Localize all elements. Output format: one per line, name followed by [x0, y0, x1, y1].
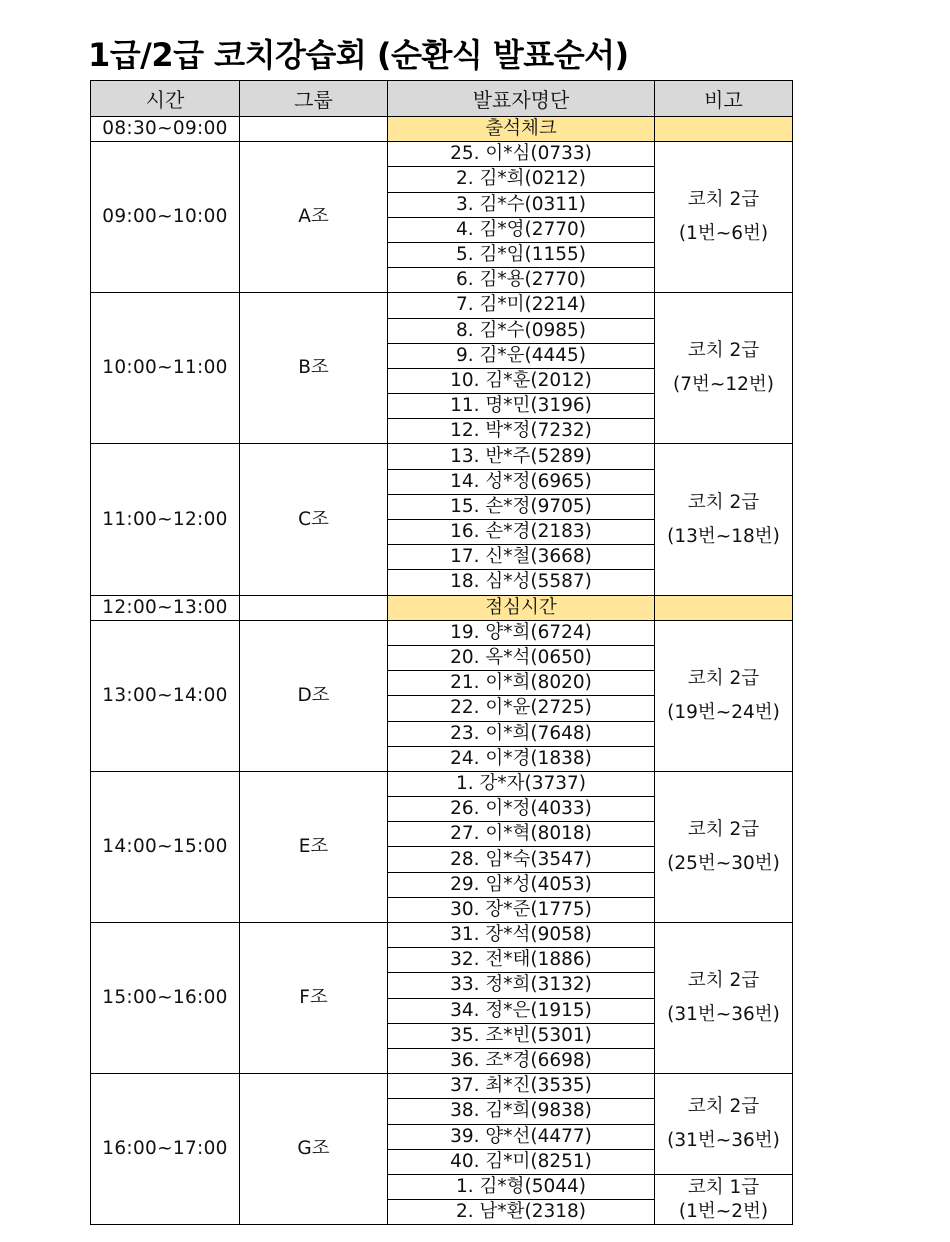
- presenter-name: 34. 정*은(1915): [388, 998, 655, 1023]
- presenter-name: 17. 신*철(3668): [388, 545, 655, 570]
- event-note-empty: [655, 595, 793, 620]
- header-presenters: 발표자명단: [388, 81, 655, 117]
- block-group: F조: [240, 923, 388, 1074]
- presenter-name: 29. 임*성(4053): [388, 872, 655, 897]
- presenter-name: 7. 김*미(2214): [388, 293, 655, 318]
- block-time: 13:00~14:00: [91, 620, 240, 771]
- presenter-name: 28. 임*숙(3547): [388, 847, 655, 872]
- table-row: [91, 142, 793, 167]
- presenter-name: 4. 김*영(2770): [388, 217, 655, 242]
- block-note: [655, 444, 793, 595]
- block-note: [655, 923, 793, 1074]
- presenter-name: 18. 심*성(5587): [388, 570, 655, 595]
- event-group-empty: [240, 595, 388, 620]
- block-time: 14:00~15:00: [91, 771, 240, 922]
- presenter-name: 1. 강*자(3737): [388, 771, 655, 796]
- block-note: [655, 620, 793, 771]
- schedule-table: [90, 80, 793, 1225]
- event-row: [91, 117, 793, 142]
- block-time: 09:00~10:00: [91, 142, 240, 293]
- presenter-name: 16. 손*경(2183): [388, 520, 655, 545]
- note-line1: 코치 2급: [687, 1096, 760, 1117]
- presenter-name: 2. 김*희(0212): [388, 167, 655, 192]
- block-time: 11:00~12:00: [91, 444, 240, 595]
- presenter-name: 9. 김*운(4445): [388, 343, 655, 368]
- page-title: 1급/2급 코치강습회 (순환식 발표순서): [88, 36, 629, 74]
- presenter-name: 6. 김*용(2770): [388, 268, 655, 293]
- table-row: [91, 1074, 793, 1099]
- note-line2: (1번~2번): [678, 1200, 769, 1222]
- event-time: 12:00~13:00: [91, 595, 240, 620]
- presenter-name: 1. 김*형(5044): [388, 1174, 655, 1199]
- presenter-name: 21. 이*희(8020): [388, 671, 655, 696]
- presenter-name: 27. 이*혁(8018): [388, 822, 655, 847]
- presenter-name: 10. 김*훈(2012): [388, 368, 655, 393]
- presenter-name: 33. 정*희(3132): [388, 973, 655, 998]
- presenter-name: 11. 명*민(3196): [388, 394, 655, 419]
- note-line1: 코치 1급: [687, 1176, 760, 1198]
- event-label: 출석체크: [388, 117, 655, 142]
- presenter-name: 40. 김*미(8251): [388, 1149, 655, 1174]
- event-time: 08:30~09:00: [91, 117, 240, 142]
- note-line1: 코치 2급: [687, 189, 760, 211]
- block-group: C조: [240, 444, 388, 595]
- presenter-name: 30. 장*준(1775): [388, 897, 655, 922]
- note-line1: 코치 2급: [687, 970, 760, 992]
- block-note: [655, 1174, 793, 1224]
- block-group: B조: [240, 293, 388, 444]
- presenter-name: 25. 이*심(0733): [388, 142, 655, 167]
- presenter-name: 36. 조*경(6698): [388, 1048, 655, 1073]
- note-line1: 코치 2급: [687, 818, 760, 840]
- note-line2: (19번~24번): [667, 701, 780, 723]
- presenter-name: 24. 이*경(1838): [388, 746, 655, 771]
- note-line2: (31번~36번): [667, 1004, 780, 1026]
- block-group: G조: [240, 1074, 388, 1225]
- note-line1: 코치 2급: [687, 340, 760, 362]
- note-line1: 코치 2급: [687, 491, 760, 513]
- block-note: [655, 293, 793, 444]
- presenter-name: 32. 전*태(1886): [388, 948, 655, 973]
- note-line2: (7번~12번): [673, 374, 774, 396]
- presenter-name: 12. 박*정(7232): [388, 419, 655, 444]
- header-note: 비고: [655, 81, 793, 117]
- header-time: 시간: [91, 81, 240, 117]
- presenter-name: 38. 김*희(9838): [388, 1099, 655, 1124]
- block-group: A조: [240, 142, 388, 293]
- presenter-name: 8. 김*수(0985): [388, 318, 655, 343]
- presenter-name: 3. 김*수(0311): [388, 192, 655, 217]
- event-label: 점심시간: [388, 595, 655, 620]
- table-row: [91, 620, 793, 645]
- header-row: [91, 81, 793, 117]
- presenter-name: 5. 김*임(1155): [388, 242, 655, 267]
- schedule-body: [91, 117, 793, 1225]
- presenter-name: 13. 반*주(5289): [388, 444, 655, 469]
- presenter-name: 22. 이*윤(2725): [388, 696, 655, 721]
- block-note: [655, 1074, 793, 1175]
- table-row: [91, 444, 793, 469]
- note-line2: (31번~36번): [667, 1130, 780, 1151]
- presenter-name: 35. 조*빈(5301): [388, 1023, 655, 1048]
- note-line2: (13번~18번): [667, 525, 780, 547]
- presenter-name: 31. 장*석(9058): [388, 923, 655, 948]
- presenter-name: 23. 이*희(7648): [388, 721, 655, 746]
- presenter-name: 26. 이*정(4033): [388, 797, 655, 822]
- event-group-empty: [240, 117, 388, 142]
- presenter-name: 14. 성*정(6965): [388, 469, 655, 494]
- header-group: 그룹: [240, 81, 388, 117]
- note-line2: (1번~6번): [678, 223, 769, 245]
- table-row: [91, 771, 793, 796]
- block-time: 15:00~16:00: [91, 923, 240, 1074]
- block-group: D조: [240, 620, 388, 771]
- note-line1: 코치 2급: [687, 667, 760, 689]
- event-row: [91, 595, 793, 620]
- presenter-name: 15. 손*정(9705): [388, 494, 655, 519]
- block-time: 16:00~17:00: [91, 1074, 240, 1225]
- presenter-name: 39. 양*선(4477): [388, 1124, 655, 1149]
- note-line2: (25번~30번): [667, 852, 780, 874]
- table-row: [91, 923, 793, 948]
- presenter-name: 37. 최*진(3535): [388, 1074, 655, 1099]
- block-time: 10:00~11:00: [91, 293, 240, 444]
- presenter-name: 2. 남*환(2318): [388, 1200, 655, 1225]
- block-group: E조: [240, 771, 388, 922]
- table-row: [91, 293, 793, 318]
- block-note: [655, 142, 793, 293]
- event-note-empty: [655, 117, 793, 142]
- presenter-name: 19. 양*희(6724): [388, 620, 655, 645]
- presenter-name: 20. 옥*석(0650): [388, 645, 655, 670]
- block-note: [655, 771, 793, 922]
